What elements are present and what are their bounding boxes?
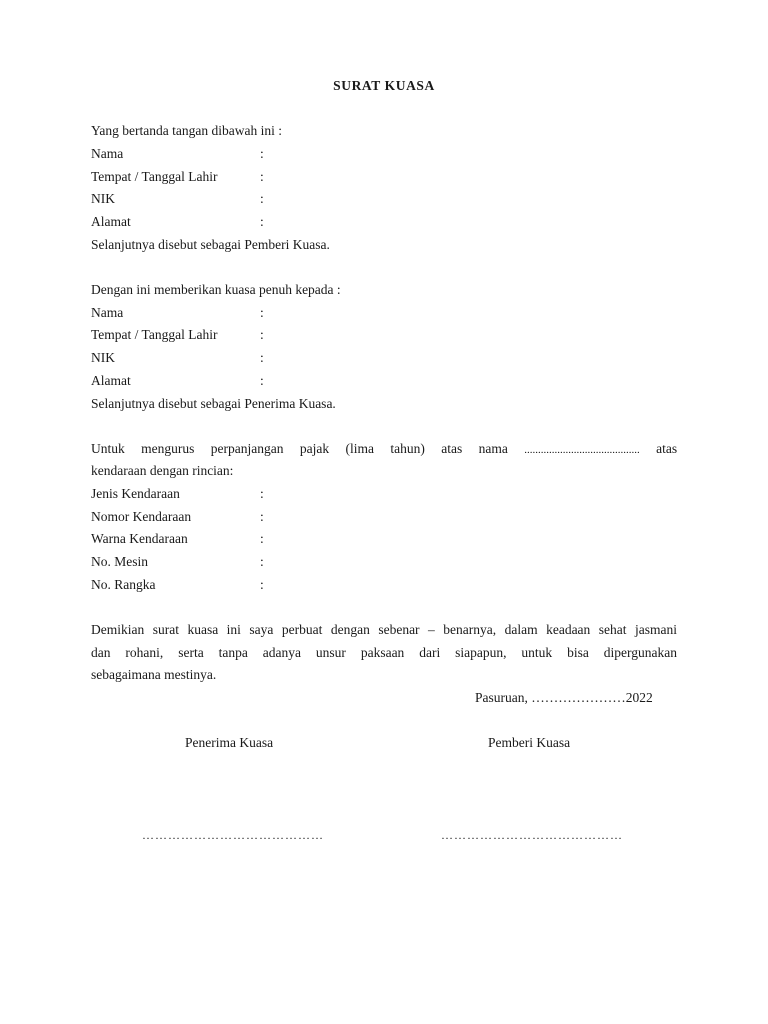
purpose-word: Untuk xyxy=(91,441,125,456)
receiver-field-name-label: Nama xyxy=(91,305,124,320)
chassis-number-colon: : xyxy=(260,577,264,592)
place-date: Pasuruan, …………………2022 xyxy=(475,690,653,705)
receiver-field-name-colon: : xyxy=(260,305,264,320)
statement-line-2: dan rohani, serta tanpa adanya unsur paksaan dari siapapun, untuk bisa dipergunakan xyxy=(91,645,677,660)
giver-field-name-colon: : xyxy=(260,146,264,161)
owner-name-blank: .......................................... xyxy=(524,444,640,456)
purpose-word: nama xyxy=(478,441,508,456)
receiver-signature-label: Penerima Kuasa xyxy=(185,735,274,750)
giver-closing: Selanjutnya disebut sebagai Pemberi Kuasa. xyxy=(91,237,330,252)
purpose-line-2: kendaraan dengan rincian: xyxy=(91,463,234,478)
purpose-word: atas xyxy=(441,441,463,456)
chassis-number-label: No. Rangka xyxy=(91,577,156,592)
purpose-line-1 xyxy=(91,440,677,459)
purpose-word: perpanjangan xyxy=(210,441,284,456)
receiver-signature-line: …………………………………… xyxy=(142,828,324,842)
engine-number-colon: : xyxy=(260,554,264,569)
vehicle-color-colon: : xyxy=(260,531,264,546)
giver-field-address-label: Alamat xyxy=(91,214,131,229)
engine-number-label: No. Mesin xyxy=(91,554,148,569)
receiver-closing: Selanjutnya disebut sebagai Penerima Kuasa. xyxy=(91,396,336,411)
purpose-word: tahun) xyxy=(390,441,425,456)
receiver-field-address-colon: : xyxy=(260,373,264,388)
giver-signature-label: Pemberi Kuasa xyxy=(488,735,571,750)
giver-field-birth-colon: : xyxy=(260,169,264,184)
vehicle-type-colon: : xyxy=(260,486,264,501)
receiver-field-nik-colon: : xyxy=(260,350,264,365)
receiver-field-nik-label: NIK xyxy=(91,350,115,365)
giver-field-nik-colon: : xyxy=(260,191,264,206)
statement-line-1: Demikian surat kuasa ini saya perbuat dengan sebenar – benarnya, dalam keadaan sehat jasmani xyxy=(91,622,677,637)
receiver-field-address-label: Alamat xyxy=(91,373,131,388)
purpose-word: (lima xyxy=(345,441,374,456)
giver-intro: Yang bertanda tangan dibawah ini : xyxy=(91,123,282,138)
vehicle-type-label: Jenis Kendaraan xyxy=(91,486,180,501)
document-title: SURAT KUASA xyxy=(333,78,435,93)
receiver-intro: Dengan ini memberikan kuasa penuh kepada : xyxy=(91,282,341,297)
purpose-word: pajak xyxy=(299,441,330,456)
receiver-field-birth-colon: : xyxy=(260,327,264,342)
giver-field-nik-label: NIK xyxy=(91,191,115,206)
statement-line-3: sebagaimana mestinya. xyxy=(91,667,217,682)
giver-field-address-colon: : xyxy=(260,214,264,229)
vehicle-number-label: Nomor Kendaraan xyxy=(91,509,192,524)
vehicle-number-colon: : xyxy=(260,509,264,524)
purpose-word: mengurus xyxy=(141,441,195,456)
purpose-word: atas xyxy=(656,441,678,456)
receiver-field-birth-label: Tempat / Tanggal Lahir xyxy=(91,327,218,342)
giver-field-name-label: Nama xyxy=(91,146,124,161)
giver-signature-line: …………………………………… xyxy=(441,828,623,842)
vehicle-color-label: Warna Kendaraan xyxy=(91,531,188,546)
giver-field-birth-label: Tempat / Tanggal Lahir xyxy=(91,169,218,184)
